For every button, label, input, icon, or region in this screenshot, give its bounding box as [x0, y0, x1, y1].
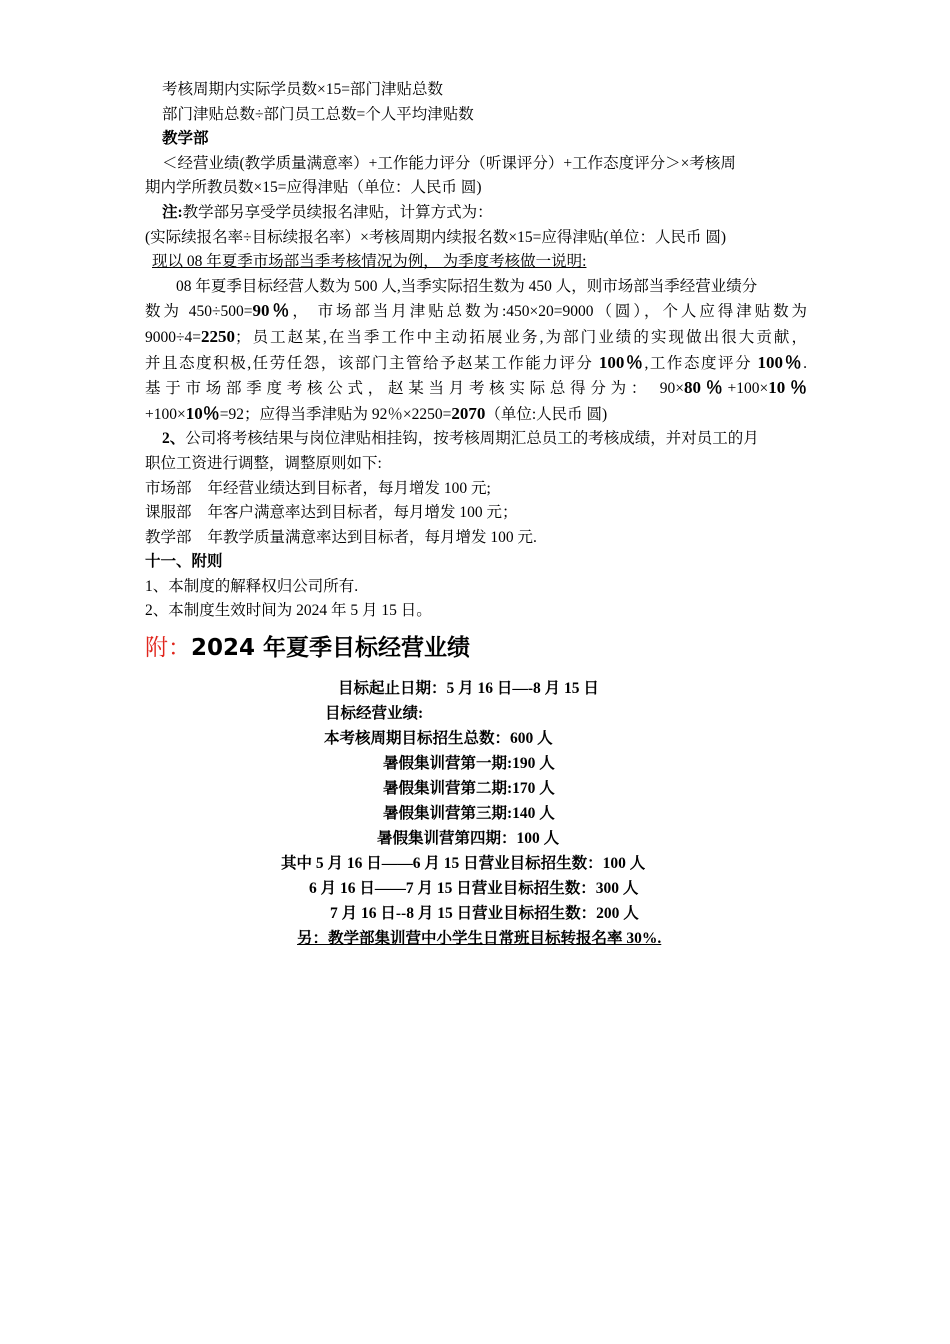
appendix-title-text: 2024 年夏季目标经营业绩	[191, 635, 471, 662]
target-month-2: 6 月 16 日——7 月 15 日营业目标招生数：300 人	[309, 880, 639, 897]
appendix-rule-2: 2、本制度生效时间为 2024 年 5 月 15 日。	[145, 602, 432, 620]
example-para-line-6: +100×10％=92；应得当季津贴为 92％×2250=2070（单位:人民币 圆)	[145, 403, 608, 423]
teaching-formula-line-1: ＜经营业绩(教学质量满意率）+工作能力评分（听课评分）+工作态度评分＞×考核周	[162, 154, 736, 172]
note-line	[145, 201, 807, 226]
target-month-1: 其中 5 月 16 日——6 月 15 日营业目标招生数：100 人	[281, 855, 646, 872]
teaching-formula-line-2: 期内学所教员数×15=应得津贴（单位：人民币 圆)	[145, 179, 482, 197]
final-allowance: 2070	[451, 403, 486, 423]
rule-teaching-dept: 教学部 年教学质量满意率达到目标者，每月增发 100 元.	[145, 528, 537, 546]
note-text: 教学部另享受学员续报名津贴，计算方式为：	[182, 203, 493, 221]
target-note: 另：教学部集训营中小学生日常班目标转报名率 30%.	[297, 930, 662, 947]
camp-period-2: 暑假集训营第二期:170 人	[383, 780, 555, 797]
attitude-score: 100％	[757, 352, 804, 372]
target-total: 本考核周期目标招生总数：600 人	[324, 730, 553, 747]
rule-market-dept: 市场部 年经营业绩达到目标者，每月增发 100 元;	[145, 479, 491, 497]
example-para-line-5: 基于市场部季度考核公式，赵某当月考核实际总得分为： 90×80％+100×10％	[145, 378, 808, 398]
formula-line-2: 部门津贴总数÷部门员工总数=个人平均津贴数	[162, 105, 474, 123]
weight-1: 80％	[684, 378, 728, 398]
appendix-title	[145, 630, 807, 666]
example-para-line-2: 数为 450÷500=90％， 市场部当月津贴总数为:450×20=9000（圆），个人应得津贴数为	[145, 301, 808, 321]
example-para-line-4: 并且态度积极,任劳任怨，该部门主管给予赵某工作能力评分 100％,工作态度评分 100％.	[145, 352, 808, 372]
item-2-line-1: 2、公司将考核结果与岗位津贴相挂钩，按考核周期汇总员工的考核成绩，并对员工的月	[162, 430, 759, 448]
item-2-line-2: 职位工资进行调整，调整原则如下:	[145, 454, 382, 472]
personal-allowance: 2250	[201, 326, 235, 346]
camp-period-1: 暑假集训营第一期:190 人	[383, 755, 555, 772]
section-11-heading: 十一、附则	[145, 553, 223, 571]
target-month-3: 7 月 16 日--8 月 15 日营业目标招生数：200 人	[330, 905, 639, 922]
camp-period-4: 暑假集训营第四期：100 人	[377, 830, 560, 847]
note-label: 注:	[162, 203, 183, 221]
document-body	[145, 78, 807, 666]
example-intro-text: 现以 08 年夏季市场部当季考核情况为例， 为季度考核做一说明:	[152, 253, 587, 271]
example-intro	[145, 250, 807, 275]
camp-period-3: 暑假集训营第三期:140 人	[383, 805, 555, 822]
target-heading: 目标经营业绩:	[325, 705, 424, 722]
performance-score: 90％	[252, 301, 293, 321]
formula-line-1: 考核周期内实际学员数×15=部门津贴总数	[162, 81, 443, 98]
appendix-prefix: 附：	[145, 635, 191, 662]
ability-score: 100％	[598, 352, 645, 372]
rule-service-dept: 课服部 年客户满意率达到目标者，每月增发 100 元；	[145, 504, 518, 522]
appendix-rule-1: 1、本制度的解释权归公司所有.	[145, 577, 359, 595]
weight-3: 10％	[185, 403, 220, 423]
example-para-line-1: 08 年夏季目标经营人数为 500 人,当季实际招生数为 450 人，则市场部当季经营业绩分	[176, 277, 758, 295]
renewal-formula: (实际续报名率÷目标续报名率）×考核周期内续报名数×15=应得津贴(单位：人民币 圆)	[145, 228, 727, 246]
teaching-dept-heading: 教学部	[162, 130, 209, 148]
weight-2: 10％	[768, 378, 808, 398]
item-2-number: 2、	[162, 430, 186, 448]
target-period: 目标起止日期：5 月 16 日—-8 月 15 日	[338, 680, 599, 697]
example-para-line-3: 9000÷4=2250；员工赵某,在当季工作中主动拓展业务,为部门业绩的实现做出很大贡献，	[145, 326, 807, 346]
